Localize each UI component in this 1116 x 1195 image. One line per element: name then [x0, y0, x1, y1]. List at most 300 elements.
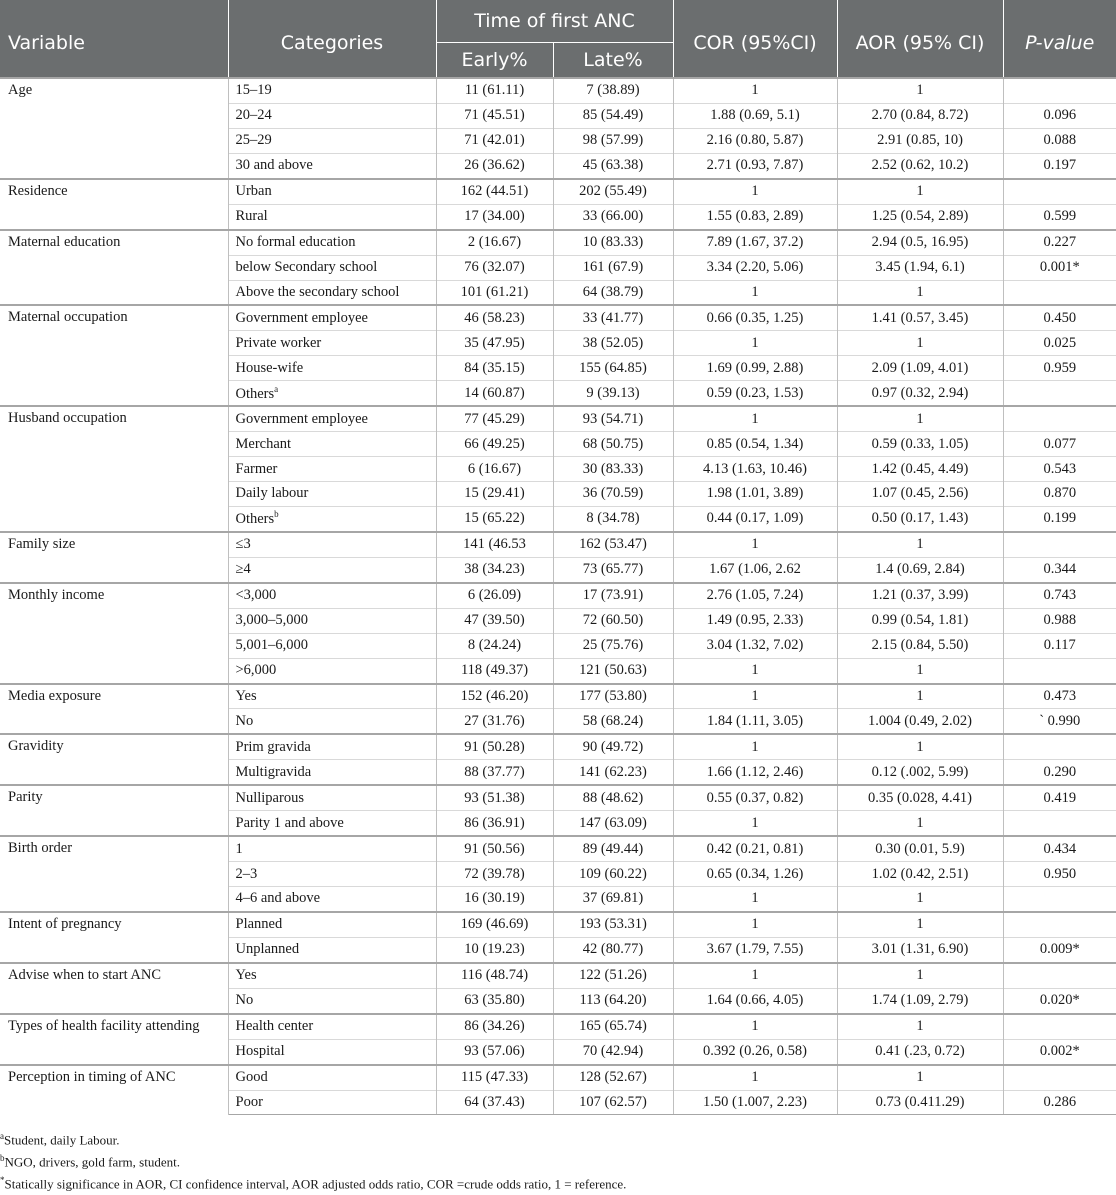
- header-categories: Categories: [228, 0, 436, 78]
- header-late: Late%: [553, 43, 673, 79]
- category-cell: [228, 204, 436, 229]
- footnote-text: NGO, drivers, gold farm, student.: [4, 1154, 180, 1170]
- late-cell: 128 (52.67): [553, 1065, 673, 1090]
- category-label: Rural: [235, 208, 268, 225]
- p-value-cell: 0.290: [1003, 760, 1116, 785]
- cor-cell: 2.76 (1.05, 7.24): [673, 583, 837, 608]
- category-label: below Secondary school: [235, 259, 378, 276]
- table-row: [0, 532, 1116, 557]
- cor-cell: 1.50 (1.007, 2.23): [673, 1090, 837, 1115]
- category-label: <3,000: [235, 587, 277, 604]
- early-cell: 15 (29.41): [436, 482, 553, 507]
- late-cell: 155 (64.85): [553, 356, 673, 381]
- p-value-cell: 0.743: [1003, 583, 1116, 608]
- aor-cell: 2.52 (0.62, 10.2): [837, 153, 1003, 178]
- early-cell: 71 (42.01): [436, 128, 553, 153]
- footnote-line: [0, 1125, 626, 1147]
- early-cell: 2 (16.67): [436, 230, 553, 255]
- cor-cell: 1: [673, 811, 837, 836]
- category-cell: [228, 633, 436, 658]
- category-label: Merchant: [235, 435, 292, 452]
- aor-cell: 0.41 (.23, 0.72): [837, 1039, 1003, 1064]
- category-cell: [228, 912, 436, 937]
- cor-cell: 1: [673, 179, 837, 204]
- variable-cell: Gravidity: [0, 734, 228, 785]
- cor-cell: 0.59 (0.23, 1.53): [673, 381, 837, 406]
- cor-cell: 1.64 (0.66, 4.05): [673, 988, 837, 1013]
- aor-cell: 1: [837, 684, 1003, 709]
- early-cell: 6 (26.09): [436, 583, 553, 608]
- late-cell: 162 (53.47): [553, 532, 673, 557]
- category-cell: [228, 811, 436, 836]
- category-cell: [228, 760, 436, 785]
- aor-cell: 1: [837, 912, 1003, 937]
- cor-cell: 1.88 (0.69, 5.1): [673, 103, 837, 128]
- p-value-cell: 0.009*: [1003, 937, 1116, 962]
- aor-cell: 1: [837, 963, 1003, 988]
- early-cell: 72 (39.78): [436, 862, 553, 887]
- late-cell: 64 (38.79): [553, 280, 673, 305]
- aor-cell: 2.94 (0.5, 16.95): [837, 230, 1003, 255]
- aor-cell: 1.02 (0.42, 2.51): [837, 862, 1003, 887]
- category-label: No: [235, 992, 254, 1009]
- early-cell: 38 (34.23): [436, 557, 553, 582]
- late-cell: 113 (64.20): [553, 988, 673, 1013]
- header-variable: Variable: [0, 0, 228, 78]
- p-value-cell: 0.286: [1003, 1090, 1116, 1115]
- variable-cell: Parity: [0, 785, 228, 836]
- early-cell: 10 (19.23): [436, 937, 553, 962]
- late-cell: 25 (75.76): [553, 633, 673, 658]
- aor-cell: 1.41 (0.57, 3.45): [837, 305, 1003, 330]
- footnote-mark: a: [274, 383, 279, 394]
- category-cell: [228, 608, 436, 633]
- early-cell: 115 (47.33): [436, 1065, 553, 1090]
- category-label: Multigravida: [235, 763, 312, 780]
- late-cell: 70 (42.94): [553, 1039, 673, 1064]
- category-label: No formal education: [235, 234, 356, 251]
- p-value-cell: [1003, 963, 1116, 988]
- variable-cell: Monthly income: [0, 583, 228, 684]
- cor-cell: 3.67 (1.79, 7.55): [673, 937, 837, 962]
- aor-cell: 1: [837, 406, 1003, 431]
- category-cell: [228, 862, 436, 887]
- early-cell: 8 (24.24): [436, 633, 553, 658]
- cor-cell: 1.66 (1.12, 2.46): [673, 760, 837, 785]
- aor-cell: 0.73 (0.411.29): [837, 1090, 1003, 1115]
- early-cell: 152 (46.20): [436, 684, 553, 709]
- cor-cell: 7.89 (1.67, 37.2): [673, 230, 837, 255]
- cor-cell: 3.04 (1.32, 7.02): [673, 633, 837, 658]
- early-cell: 47 (39.50): [436, 608, 553, 633]
- p-value-cell: [1003, 179, 1116, 204]
- cor-cell: 3.34 (2.20, 5.06): [673, 255, 837, 280]
- aor-cell: 0.50 (0.17, 1.43): [837, 506, 1003, 531]
- table-row: [0, 1014, 1116, 1039]
- cor-cell: 0.66 (0.35, 1.25): [673, 305, 837, 330]
- early-cell: 64 (37.43): [436, 1090, 553, 1115]
- category-cell: [228, 457, 436, 482]
- late-cell: 36 (70.59): [553, 482, 673, 507]
- category-label: Unplanned: [235, 941, 300, 958]
- cor-cell: 1.84 (1.11, 3.05): [673, 709, 837, 734]
- late-cell: 88 (48.62): [553, 785, 673, 810]
- category-cell: [228, 381, 436, 406]
- aor-cell: 1: [837, 887, 1003, 912]
- cor-cell: 2.71 (0.93, 7.87): [673, 153, 837, 178]
- category-label: 2–3: [235, 865, 258, 882]
- p-value-cell: 0.197: [1003, 153, 1116, 178]
- table-row: [0, 836, 1116, 861]
- aor-cell: 3.45 (1.94, 6.1): [837, 255, 1003, 280]
- cor-cell: 2.16 (0.80, 5.87): [673, 128, 837, 153]
- p-value-cell: 0.543: [1003, 457, 1116, 482]
- p-value-cell: [1003, 734, 1116, 759]
- late-cell: 85 (54.49): [553, 103, 673, 128]
- category-label: 15–19: [235, 82, 272, 99]
- cor-cell: 0.85 (0.54, 1.34): [673, 432, 837, 457]
- early-cell: 26 (36.62): [436, 153, 553, 178]
- category-cell: [228, 684, 436, 709]
- category-cell: [228, 482, 436, 507]
- category-cell: [228, 836, 436, 861]
- table-row: [0, 179, 1116, 204]
- footnote-mark: b: [274, 509, 279, 520]
- late-cell: 141 (62.23): [553, 760, 673, 785]
- p-value-cell: 0.199: [1003, 506, 1116, 531]
- p-value-cell: [1003, 381, 1116, 406]
- category-label: Farmer: [235, 460, 278, 477]
- late-cell: 8 (34.78): [553, 506, 673, 531]
- early-cell: 16 (30.19): [436, 887, 553, 912]
- aor-cell: 1: [837, 78, 1003, 103]
- late-cell: 7 (38.89): [553, 78, 673, 103]
- aor-cell: 1: [837, 280, 1003, 305]
- p-value-cell: 0.025: [1003, 331, 1116, 356]
- footnote-line: [0, 1147, 626, 1169]
- footnotes: [0, 1125, 626, 1191]
- cor-cell: 0.42 (0.21, 0.81): [673, 836, 837, 861]
- aor-cell: 1.4 (0.69, 2.84): [837, 557, 1003, 582]
- category-label: Hospital: [235, 1043, 285, 1060]
- late-cell: 90 (49.72): [553, 734, 673, 759]
- category-label: Nulliparous: [235, 789, 304, 806]
- cor-cell: 1: [673, 78, 837, 103]
- category-cell: [228, 887, 436, 912]
- p-value-cell: 0.959: [1003, 356, 1116, 381]
- footnote-mark: a: [0, 1131, 4, 1141]
- late-cell: 58 (68.24): [553, 709, 673, 734]
- early-cell: 88 (37.77): [436, 760, 553, 785]
- p-value-cell: 0.096: [1003, 103, 1116, 128]
- early-cell: 91 (50.56): [436, 836, 553, 861]
- p-value-cell: 0.434: [1003, 836, 1116, 861]
- cor-cell: 1: [673, 658, 837, 683]
- category-label: 25–29: [235, 132, 272, 149]
- early-cell: 141 (46.53: [436, 532, 553, 557]
- category-label: 30 and above: [235, 157, 313, 174]
- category-cell: [228, 1014, 436, 1039]
- category-cell: [228, 988, 436, 1013]
- category-label: Above the secondary school: [235, 283, 400, 300]
- early-cell: 77 (45.29): [436, 406, 553, 431]
- category-label: Prim gravida: [235, 738, 311, 755]
- early-cell: 91 (50.28): [436, 734, 553, 759]
- variable-cell: Residence: [0, 179, 228, 230]
- header-cor: COR (95%CI): [673, 0, 837, 78]
- category-cell: [228, 1039, 436, 1064]
- late-cell: 9 (39.13): [553, 381, 673, 406]
- p-value-cell: 0.419: [1003, 785, 1116, 810]
- cor-cell: 1.55 (0.83, 2.89): [673, 204, 837, 229]
- category-cell: [228, 356, 436, 381]
- category-cell: [228, 280, 436, 305]
- aor-cell: 2.91 (0.85, 10): [837, 128, 1003, 153]
- early-cell: 46 (58.23): [436, 305, 553, 330]
- cor-cell: 0.44 (0.17, 1.09): [673, 506, 837, 531]
- variable-cell: Types of health facility attending: [0, 1014, 228, 1065]
- p-value-cell: 0.599: [1003, 204, 1116, 229]
- cor-cell: 1: [673, 406, 837, 431]
- late-cell: 37 (69.81): [553, 887, 673, 912]
- category-cell: [228, 963, 436, 988]
- category-cell: [228, 103, 436, 128]
- cor-cell: 1: [673, 331, 837, 356]
- cor-cell: 1: [673, 280, 837, 305]
- variable-cell: Advise when to start ANC: [0, 963, 228, 1014]
- aor-cell: 0.35 (0.028, 4.41): [837, 785, 1003, 810]
- early-cell: 118 (49.37): [436, 658, 553, 683]
- table-row: [0, 583, 1116, 608]
- p-value-cell: 0.870: [1003, 482, 1116, 507]
- category-label: House-wife: [235, 359, 304, 376]
- category-label: Private worker: [235, 334, 322, 351]
- p-value-cell: 0.227: [1003, 230, 1116, 255]
- category-label: Government employee: [235, 410, 368, 427]
- early-cell: 11 (61.11): [436, 78, 553, 103]
- early-cell: 27 (31.76): [436, 709, 553, 734]
- header-p-value: P-value: [1003, 0, 1116, 78]
- cor-cell: 1: [673, 963, 837, 988]
- late-cell: 122 (51.26): [553, 963, 673, 988]
- early-cell: 66 (49.25): [436, 432, 553, 457]
- cor-cell: 0.55 (0.37, 0.82): [673, 785, 837, 810]
- aor-cell: 1: [837, 532, 1003, 557]
- footnote-line: [0, 1169, 626, 1191]
- footnote-text: Student, daily Labour.: [4, 1132, 120, 1148]
- table-row: [0, 230, 1116, 255]
- early-cell: 71 (45.51): [436, 103, 553, 128]
- category-label: Government employee: [235, 309, 368, 326]
- cor-cell: 1: [673, 532, 837, 557]
- category-label: ≥4: [235, 561, 251, 578]
- category-cell: [228, 734, 436, 759]
- late-cell: 165 (65.74): [553, 1014, 673, 1039]
- table-row: [0, 406, 1116, 431]
- p-value-cell: 0.002*: [1003, 1039, 1116, 1064]
- category-label: ≤3: [235, 536, 251, 553]
- category-label: Others: [235, 511, 275, 528]
- category-label: Parity 1 and above: [235, 814, 344, 831]
- table-row: [0, 734, 1116, 759]
- late-cell: 109 (60.22): [553, 862, 673, 887]
- category-cell: [228, 432, 436, 457]
- p-value-cell: 0.473: [1003, 684, 1116, 709]
- aor-cell: 0.59 (0.33, 1.05): [837, 432, 1003, 457]
- category-cell: [228, 709, 436, 734]
- aor-cell: 1.42 (0.45, 4.49): [837, 457, 1003, 482]
- early-cell: 15 (65.22): [436, 506, 553, 531]
- early-cell: 93 (57.06): [436, 1039, 553, 1064]
- early-cell: 76 (32.07): [436, 255, 553, 280]
- late-cell: 68 (50.75): [553, 432, 673, 457]
- category-label: 4–6 and above: [235, 890, 321, 907]
- early-cell: 14 (60.87): [436, 381, 553, 406]
- category-cell: [228, 305, 436, 330]
- early-cell: 17 (34.00): [436, 204, 553, 229]
- category-label: 20–24: [235, 107, 272, 124]
- p-value-cell: [1003, 912, 1116, 937]
- early-cell: 84 (35.15): [436, 356, 553, 381]
- late-cell: 161 (67.9): [553, 255, 673, 280]
- p-value-cell: [1003, 78, 1116, 103]
- p-value-cell: 0.988: [1003, 608, 1116, 633]
- late-cell: 72 (60.50): [553, 608, 673, 633]
- category-cell: [228, 128, 436, 153]
- table-body: [0, 78, 1116, 1115]
- table-row: [0, 305, 1116, 330]
- aor-cell: 2.15 (0.84, 5.50): [837, 633, 1003, 658]
- p-value-cell: [1003, 406, 1116, 431]
- category-cell: [228, 506, 436, 531]
- aor-cell: 0.97 (0.32, 2.94): [837, 381, 1003, 406]
- aor-cell: 0.30 (0.01, 5.9): [837, 836, 1003, 861]
- p-value-cell: 0.450: [1003, 305, 1116, 330]
- table-row: [0, 78, 1116, 103]
- variable-cell: Perception in timing of ANC: [0, 1065, 228, 1115]
- cor-cell: 1.49 (0.95, 2.33): [673, 608, 837, 633]
- footnote-mark: *: [0, 1175, 5, 1185]
- early-cell: 93 (51.38): [436, 785, 553, 810]
- category-cell: [228, 658, 436, 683]
- late-cell: 10 (83.33): [553, 230, 673, 255]
- category-cell: [228, 406, 436, 431]
- p-value-cell: 0.344: [1003, 557, 1116, 582]
- cor-cell: 1.98 (1.01, 3.89): [673, 482, 837, 507]
- category-label: Good: [235, 1069, 268, 1086]
- variable-cell: Media exposure: [0, 684, 228, 735]
- late-cell: 93 (54.71): [553, 406, 673, 431]
- late-cell: 147 (63.09): [553, 811, 673, 836]
- variable-cell: Maternal education: [0, 230, 228, 306]
- footnote-text: Statically significance in AOR, CI confidence interval, AOR adjusted odds ratio, COR =crude odds ratio, 1 = reference.: [4, 1176, 627, 1192]
- late-cell: 202 (55.49): [553, 179, 673, 204]
- early-cell: 116 (48.74): [436, 963, 553, 988]
- p-value-cell: 0.001*: [1003, 255, 1116, 280]
- category-label: Daily labour: [235, 485, 309, 502]
- late-cell: 177 (53.80): [553, 684, 673, 709]
- aor-cell: 1: [837, 811, 1003, 836]
- cor-cell: 1: [673, 912, 837, 937]
- category-cell: [228, 255, 436, 280]
- cor-cell: 1.69 (0.99, 2.88): [673, 356, 837, 381]
- category-label: Yes: [235, 687, 257, 704]
- p-value-cell: 0.950: [1003, 862, 1116, 887]
- late-cell: 45 (63.38): [553, 153, 673, 178]
- table-header: [0, 0, 1116, 78]
- category-label: Others: [235, 385, 275, 402]
- late-cell: 17 (73.91): [553, 583, 673, 608]
- p-value-cell: [1003, 1065, 1116, 1090]
- header-early: Early%: [436, 43, 553, 79]
- early-cell: 86 (34.26): [436, 1014, 553, 1039]
- early-cell: 101 (61.21): [436, 280, 553, 305]
- category-label: Health center: [235, 1018, 314, 1035]
- cor-cell: 0.392 (0.26, 0.58): [673, 1039, 837, 1064]
- category-label: 1: [235, 840, 243, 857]
- late-cell: 89 (49.44): [553, 836, 673, 861]
- aor-cell: 1.21 (0.37, 3.99): [837, 583, 1003, 608]
- aor-cell: 1: [837, 179, 1003, 204]
- category-label: Urban: [235, 183, 272, 200]
- aor-cell: 1: [837, 1014, 1003, 1039]
- cor-cell: 1: [673, 887, 837, 912]
- aor-cell: 2.09 (1.09, 4.01): [837, 356, 1003, 381]
- p-value-cell: 0.077: [1003, 432, 1116, 457]
- early-cell: 162 (44.51): [436, 179, 553, 204]
- table-row: [0, 912, 1116, 937]
- late-cell: 193 (53.31): [553, 912, 673, 937]
- category-cell: [228, 1090, 436, 1115]
- cor-cell: 1: [673, 1065, 837, 1090]
- category-label: 3,000–5,000: [235, 612, 308, 629]
- category-label: No: [235, 712, 254, 729]
- category-label: Poor: [235, 1093, 263, 1110]
- category-cell: [228, 153, 436, 178]
- aor-cell: 1: [837, 734, 1003, 759]
- aor-cell: 2.70 (0.84, 8.72): [837, 103, 1003, 128]
- p-value-cell: ` 0.990: [1003, 709, 1116, 734]
- aor-cell: 1: [837, 1065, 1003, 1090]
- category-cell: [228, 583, 436, 608]
- p-value-cell: [1003, 811, 1116, 836]
- footnote-mark: b: [0, 1153, 5, 1163]
- p-value-cell: [1003, 1014, 1116, 1039]
- aor-cell: 0.12 (.002, 5.99): [837, 760, 1003, 785]
- category-cell: [228, 230, 436, 255]
- p-value-cell: 0.020*: [1003, 988, 1116, 1013]
- aor-cell: 1.004 (0.49, 2.02): [837, 709, 1003, 734]
- p-value-cell: [1003, 532, 1116, 557]
- variable-cell: Birth order: [0, 836, 228, 912]
- variable-cell: Husband occupation: [0, 406, 228, 532]
- table-row: [0, 1065, 1116, 1090]
- aor-cell: 1.74 (1.09, 2.79): [837, 988, 1003, 1013]
- variable-cell: Age: [0, 78, 228, 179]
- category-cell: [228, 331, 436, 356]
- category-cell: [228, 785, 436, 810]
- variable-cell: Maternal occupation: [0, 305, 228, 406]
- aor-cell: 3.01 (1.31, 6.90): [837, 937, 1003, 962]
- late-cell: 42 (80.77): [553, 937, 673, 962]
- late-cell: 98 (57.99): [553, 128, 673, 153]
- late-cell: 73 (65.77): [553, 557, 673, 582]
- p-value-cell: [1003, 658, 1116, 683]
- category-label: Yes: [235, 967, 257, 984]
- early-cell: 6 (16.67): [436, 457, 553, 482]
- category-cell: [228, 1065, 436, 1090]
- category-cell: [228, 78, 436, 103]
